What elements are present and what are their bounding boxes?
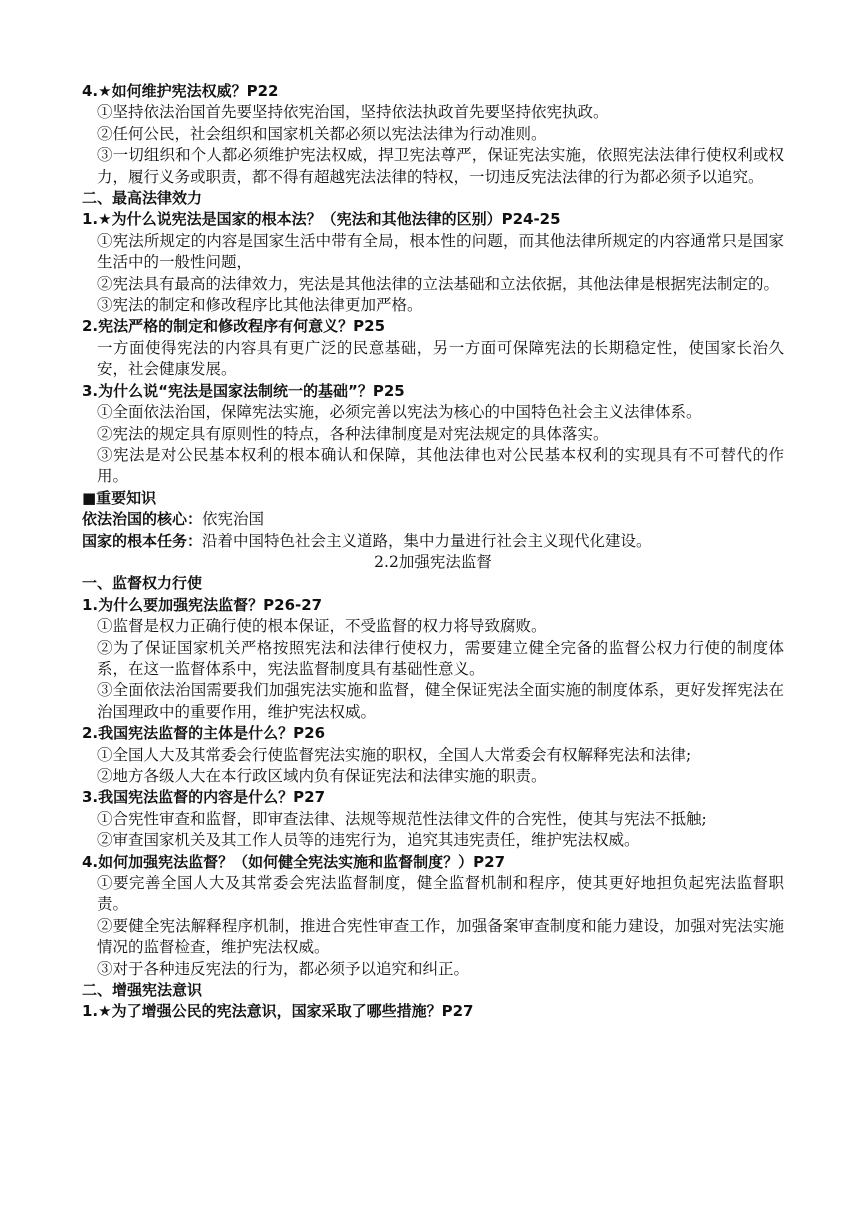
answer-item: ①要完善全国人大及其常委会宪法监督制度，健全监督机制和程序，使其更好地担负起宪法监督职责。 <box>97 874 784 914</box>
answer-item: ②宪法具有最高的法律效力，宪法是其他法律的立法基础和立法依据，其他法律是根据宪法制定的。 <box>97 274 780 293</box>
answer-item: ①合宪性审查和监督，即审查法律、法规等规范性法律文件的合宪性，使其与宪法不抵触; <box>97 809 707 828</box>
question-heading: 4.★如何维护宪法权威？P22 <box>82 82 279 100</box>
section-heading: 二、最高法律效力 <box>82 189 203 208</box>
question-heading: 2.宪法严格的制定和修改程序有何意义？P25 <box>82 317 386 336</box>
answer-item: ①坚持依法治国首先要坚持依宪治国，坚持依法执政首先要坚持依宪执政。 <box>97 103 609 122</box>
answer-item: ①全面依法治国，保障宪法实施，必须完善以宪法为核心的中国特色社会主义法律体系。 <box>97 403 702 422</box>
question-heading: 1.★为了增强公民的宪法意识，国家采取了哪些措施？P27 <box>82 1002 474 1021</box>
answer-item: 一方面使得宪法的内容具有更广泛的民意基础，另一方面可保障宪法的长期稳定性，使国家长治久安，社会健康发展。 <box>97 338 784 379</box>
key-point <box>82 531 784 552</box>
answer-item: ②要健全宪法解释程序机制，推进合宪性审查工作，加强备案审查制度和能力建设，加强对宪法实施情况的监督检查，维护宪法权威。 <box>97 916 784 957</box>
lesson-title: 2.2加强宪法监督 <box>374 552 492 571</box>
answer-item: ③宪法是对公民基本权利的根本确认和保障，其他法律也对公民基本权利的实现具有不可替代的作用。 <box>97 445 784 486</box>
answer-item: ①监督是权力正确行使的根本保证，不受监督的权力将导致腐败。 <box>97 617 547 636</box>
answer-item: ①全国人大及其常委会行使监督宪法实施的职权，全国人大常委会有权解释宪法和法律; <box>97 745 692 764</box>
section-heading: 一、监督权力行使 <box>82 574 203 593</box>
question-heading: 4.如何加强宪法监督？（如何健全宪法实施和监督制度？）P27 <box>82 852 506 871</box>
answer-item: ③全面依法治国需要我们加强宪法实施和监督，健全保证宪法全面实施的制度体系，更好发挥宪法在治国理政中的重要作用，维护宪法权威。 <box>97 681 784 721</box>
key-point-value: 沿着中国特色社会主义道路，集中力量进行社会主义现代化建设。 <box>202 531 652 550</box>
key-point <box>82 509 784 530</box>
question-heading: 1.★为什么说宪法是国家的根本法？（宪法和其他法律的区别）P24-25 <box>82 210 561 229</box>
question-heading: 1.为什么要加强宪法监督？P26-27 <box>82 595 323 614</box>
key-point-label: 依法治国的核心： <box>82 510 203 529</box>
answer-item: ③对于各种违反宪法的行为，都必须予以追究和纠正。 <box>97 959 470 978</box>
answer-item: ③宪法的制定和修改程序比其他法律更加严格。 <box>97 296 423 315</box>
answer-item: ②审查国家机关及其工作人员等的违宪行为，追究其违宪责任，维护宪法权威。 <box>97 831 640 850</box>
key-point-label: 国家的根本任务： <box>82 531 203 550</box>
section-heading: 二、增强宪法意识 <box>82 981 203 1000</box>
question-heading: 2.我国宪法监督的主体是什么？P26 <box>82 724 326 743</box>
answer-item: ②为了保证国家机关严格按照宪法和法律行使权力，需要建立健全完备的监督公权力行使的制度体系，在这一监督体系中，宪法监督制度具有基础性意义。 <box>97 638 784 678</box>
document-page <box>82 81 784 1023</box>
question-heading: 3.我国宪法监督的内容是什么？P27 <box>82 788 326 807</box>
key-knowledge-heading: ■重要知识 <box>82 488 157 507</box>
key-point-value: 依宪治国 <box>202 510 265 529</box>
answer-item: ③一切组织和个人都必须维护宪法权威，捍卫宪法尊严，保证宪法实施，依照宪法法律行使权利或权力，履行义务或职责，都不得有超越宪法法律的特权，一切违反宪法法律的行为都必须予以追究。 <box>97 146 784 186</box>
answer-item: ②任何公民，社会组织和国家机关都必须以宪法法律为行动准则。 <box>97 124 547 143</box>
answer-item: ①宪法所规定的内容是国家生活中带有全局，根本性的问题，而其他法律所规定的内容通常只是国家生活中的一般性问题， <box>97 231 784 272</box>
question-heading: 3.为什么说“宪法是国家法制统一的基础”？P25 <box>82 381 405 400</box>
answer-item: ②宪法的规定具有原则性的特点，各种法律制度是对宪法规定的具体落实。 <box>97 424 609 443</box>
answer-item: ②地方各级人大在本行政区域内负有保证宪法和法律实施的职责。 <box>97 767 547 785</box>
